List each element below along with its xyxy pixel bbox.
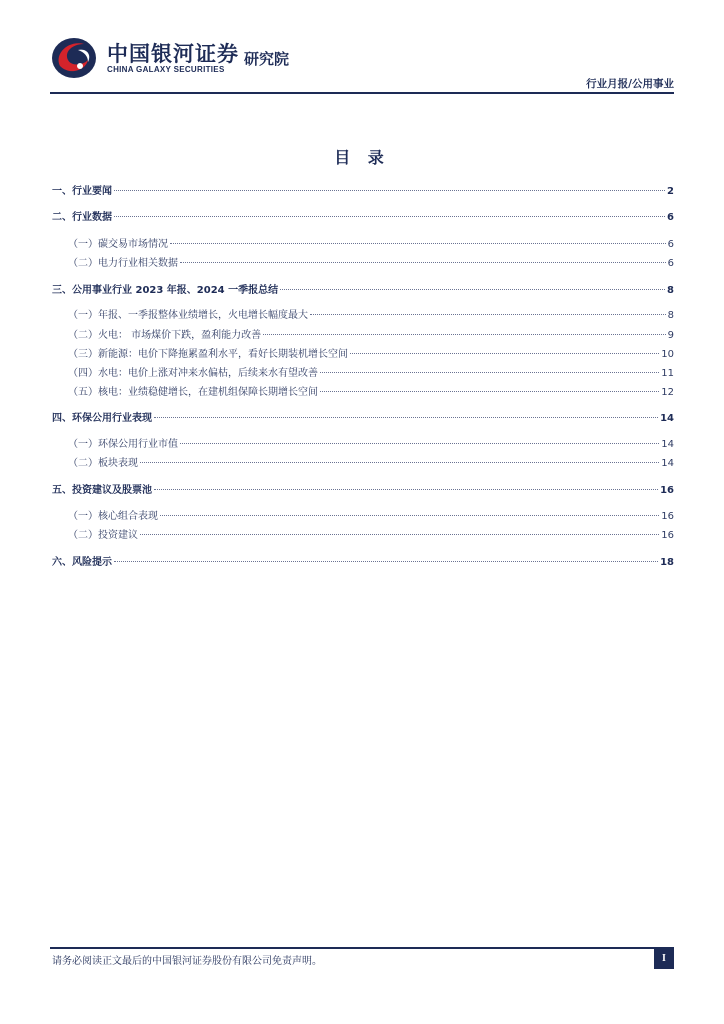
toc-entry[interactable] xyxy=(52,383,674,399)
toc-entry-page: 14 xyxy=(661,439,674,450)
toc-entry-page: 11 xyxy=(661,368,674,379)
dot-leader xyxy=(160,515,659,516)
toc-entry[interactable] xyxy=(52,526,674,542)
dot-leader xyxy=(263,334,665,335)
toc-entry-page: 14 xyxy=(660,413,674,424)
toc-entry-page: 12 xyxy=(661,387,674,398)
report-type: 行业月报/公用事业 xyxy=(586,78,674,90)
footer-divider xyxy=(50,947,674,949)
dot-leader xyxy=(320,372,659,373)
toc-entry-label: （二）电力行业相关数据 xyxy=(68,258,178,269)
dot-leader xyxy=(320,391,659,392)
toc-entry-label: 三、公用事业行业 2023 年报、2024 一季报总结 xyxy=(52,285,279,296)
toc-entry[interactable] xyxy=(52,306,674,322)
dot-leader xyxy=(170,243,666,244)
dot-leader xyxy=(280,289,665,290)
disclaimer-notice: 请务必阅读正文最后的中国银河证券股份有限公司免责声明。 xyxy=(52,956,322,967)
toc-title: 目 录 xyxy=(334,148,390,167)
brand-name-en: CHINA GALAXY SECURITIES xyxy=(107,65,225,74)
dot-leader xyxy=(154,417,658,418)
toc-entry-page: 6 xyxy=(667,212,674,223)
page-number-badge: I xyxy=(654,949,674,969)
dot-leader xyxy=(140,534,659,535)
toc-entry-label: （一）年报、一季报整体业绩增长，火电增长幅度最大 xyxy=(68,310,308,321)
toc-entry-page: 16 xyxy=(660,485,674,496)
toc-entry-label: （一）碳交易市场情况 xyxy=(68,239,168,250)
toc-entry-label: （一）核心组合表现 xyxy=(68,511,158,522)
toc-entry-label: （二）投资建议 xyxy=(68,530,138,541)
toc-entry-label: 六、风险提示 xyxy=(52,557,112,568)
toc-entry-label: （三）新能源：电价下降拖累盈利水平，看好长期装机增长空间 xyxy=(68,349,348,360)
toc-entry[interactable] xyxy=(52,364,674,380)
toc-entry-page: 16 xyxy=(661,511,674,522)
dot-leader xyxy=(310,314,666,315)
toc-entry-label: （五）核电：业绩稳健增长，在建机组保障长期增长空间 xyxy=(68,387,318,398)
toc-entry-page: 2 xyxy=(667,186,674,197)
toc-entry[interactable] xyxy=(52,208,674,224)
toc-entry-label: 四、环保公用行业表现 xyxy=(52,413,152,424)
toc-entry-page: 9 xyxy=(667,330,674,341)
dot-leader xyxy=(180,443,659,444)
dot-leader xyxy=(140,462,659,463)
toc-entry[interactable] xyxy=(52,435,674,451)
toc-entry[interactable] xyxy=(52,235,674,251)
dot-leader xyxy=(114,190,665,191)
toc-entry-page: 10 xyxy=(661,349,674,360)
institute-name: 研究院 xyxy=(244,50,290,68)
toc-entry-page: 14 xyxy=(661,458,674,469)
toc-entry-page: 8 xyxy=(667,310,674,321)
dot-leader xyxy=(180,262,666,263)
toc-entry-page: 18 xyxy=(660,557,674,568)
toc-entry[interactable] xyxy=(52,409,674,425)
toc-entry[interactable] xyxy=(52,182,674,198)
toc-entry-label: 一、行业要闻 xyxy=(52,186,112,197)
dot-leader xyxy=(154,489,658,490)
page-header xyxy=(50,32,674,94)
toc-entry[interactable] xyxy=(52,281,674,297)
toc-entry[interactable] xyxy=(52,507,674,523)
galaxy-logo-icon xyxy=(50,36,102,80)
dot-leader xyxy=(114,216,665,217)
toc-entry-page: 16 xyxy=(661,530,674,541)
toc-entry[interactable] xyxy=(52,326,674,342)
toc-entry[interactable] xyxy=(52,254,674,270)
toc-entry-label: （一）环保公用行业市值 xyxy=(68,439,178,450)
toc-entry-label: 五、投资建议及股票池 xyxy=(52,485,152,496)
brand-name-cn: 中国银河证券 xyxy=(107,42,239,66)
dot-leader xyxy=(350,353,659,354)
toc-entry[interactable] xyxy=(52,345,674,361)
toc-entry-page: 8 xyxy=(667,285,674,296)
header-divider xyxy=(50,92,674,94)
toc-entry[interactable] xyxy=(52,553,674,569)
toc-entry-label: （四）水电：电价上涨对冲来水偏枯，后续来水有望改善 xyxy=(68,368,318,379)
toc-entry-label: （二）火电： 市场煤价下跌，盈利能力改善 xyxy=(68,330,262,341)
toc-entry-page: 6 xyxy=(667,239,674,250)
dot-leader xyxy=(114,561,658,562)
toc-entry-label: 二、行业数据 xyxy=(52,212,112,223)
toc-entry-page: 6 xyxy=(667,258,674,269)
toc-entry-label: （二）板块表现 xyxy=(68,458,138,469)
toc-entry[interactable] xyxy=(52,481,674,497)
toc-entry[interactable] xyxy=(52,454,674,470)
